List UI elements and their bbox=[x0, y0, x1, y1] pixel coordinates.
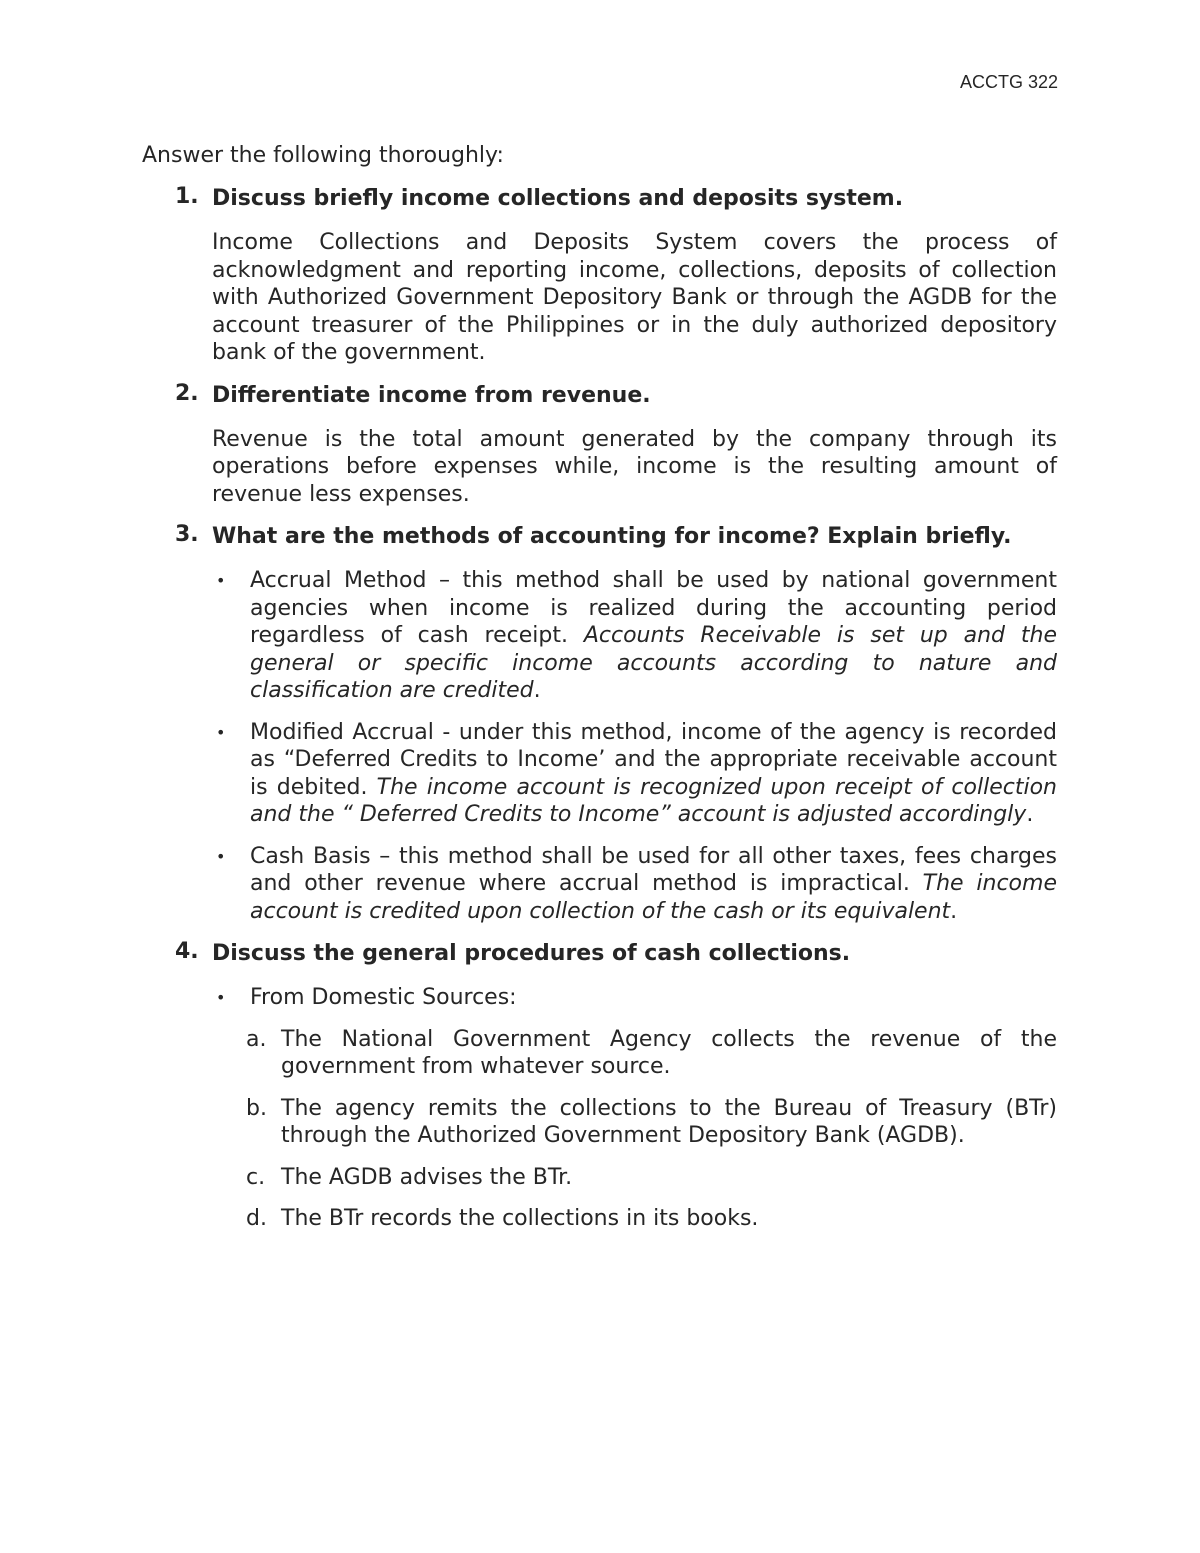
item-text: The agency remits the collections to the Bureau of Treasury (BTr) through the Authorized Government Depository Bank (AGDB). bbox=[281, 1095, 1057, 1148]
bullet-icon: • bbox=[216, 988, 226, 1007]
item-letter: b. bbox=[246, 1095, 267, 1121]
bullet-italic-text: Accounts Receivable is set up and the general or specific income accounts according to nature and classification are credited bbox=[250, 623, 1057, 703]
item-letter: d. bbox=[246, 1206, 267, 1231]
item-text: The AGDB advises the BTr. bbox=[281, 1164, 573, 1190]
question-text: What are the methods of accounting for income? Explain briefly. bbox=[212, 524, 1012, 549]
header-course-code: ACCTG 322 bbox=[959, 72, 1058, 92]
question-1 bbox=[175, 184, 1057, 213]
bullet-text: Accrual Method – this method shall be used by national government agencies when income is realized during the accounting period regardless of cash receipt. bbox=[250, 568, 1057, 648]
bullet-end: . bbox=[1026, 802, 1034, 827]
answer-4-bullets bbox=[212, 984, 1057, 1012]
intro-instruction: Answer the following thoroughly: bbox=[142, 143, 504, 168]
question-number: 3. bbox=[175, 522, 199, 547]
list-item bbox=[246, 1026, 1057, 1081]
bullet-end: . bbox=[950, 898, 958, 924]
bullet-cash-basis bbox=[212, 843, 1057, 926]
bullet-icon: • bbox=[216, 846, 226, 866]
bullet-text: From Domestic Sources: bbox=[250, 985, 517, 1010]
question-text: Discuss the general procedures of cash collections. bbox=[212, 941, 851, 966]
bullet-italic-text: The income account is recognized upon receipt of collection and the “ Deferred Credits to Income” account is adjusted accordingly bbox=[250, 774, 1057, 827]
bullet-text: Modified Accrual - under this method, income of the agency is recorded as “Deferred Credits to Income’ and the appropriate receivable account is debited. bbox=[250, 719, 1057, 800]
question-text: Differentiate income from revenue. bbox=[212, 382, 651, 408]
item-letter: c. bbox=[246, 1164, 266, 1190]
bullet-icon: • bbox=[216, 722, 226, 742]
item-text: The National Government Agency collects the revenue of the government from whatever source. bbox=[281, 1026, 1057, 1079]
question-number: 1. bbox=[175, 184, 199, 209]
procedure-steps bbox=[246, 1026, 1057, 1233]
bullet-end: . bbox=[533, 678, 541, 703]
bullet-icon: • bbox=[216, 571, 226, 590]
bullet-italic-text: The income account is credited upon collection of the cash or its equivalent bbox=[250, 871, 1057, 924]
question-text: Discuss briefly income collections and deposits system. bbox=[212, 186, 904, 211]
question-3 bbox=[175, 522, 1057, 551]
question-list bbox=[175, 184, 1057, 1247]
question-number: 4. bbox=[175, 939, 199, 964]
question-2 bbox=[175, 381, 1057, 410]
bullet-accrual-method bbox=[212, 567, 1057, 705]
answer-1: Income Collections and Deposits System covers the process of acknowledgment and reporting income, collections, deposits of collection with Authorized Government Depository Bank or through the AGDB for the account treasurer of the Philippines or in the duly authorized depository bank of the government. bbox=[212, 230, 1057, 365]
question-number: 2. bbox=[175, 380, 199, 406]
list-item bbox=[246, 1095, 1057, 1150]
answer-2: Revenue is the total amount generated by the company through its operations before expenses while, income is the resulting amount of revenue less expenses. bbox=[212, 426, 1057, 507]
bullet-domestic-sources bbox=[212, 984, 1057, 1012]
bullet-text: Cash Basis – this method shall be used for all other taxes, fees charges and other revenue where accrual method is impractical. bbox=[250, 843, 1057, 896]
answer-3-bullets bbox=[212, 567, 1057, 925]
list-item bbox=[246, 1164, 1057, 1192]
bullet-modified-accrual bbox=[212, 719, 1057, 829]
question-4 bbox=[175, 939, 1057, 968]
list-item bbox=[246, 1205, 1057, 1233]
item-letter: a. bbox=[246, 1026, 267, 1052]
item-text: The BTr records the collections in its books. bbox=[281, 1206, 759, 1231]
